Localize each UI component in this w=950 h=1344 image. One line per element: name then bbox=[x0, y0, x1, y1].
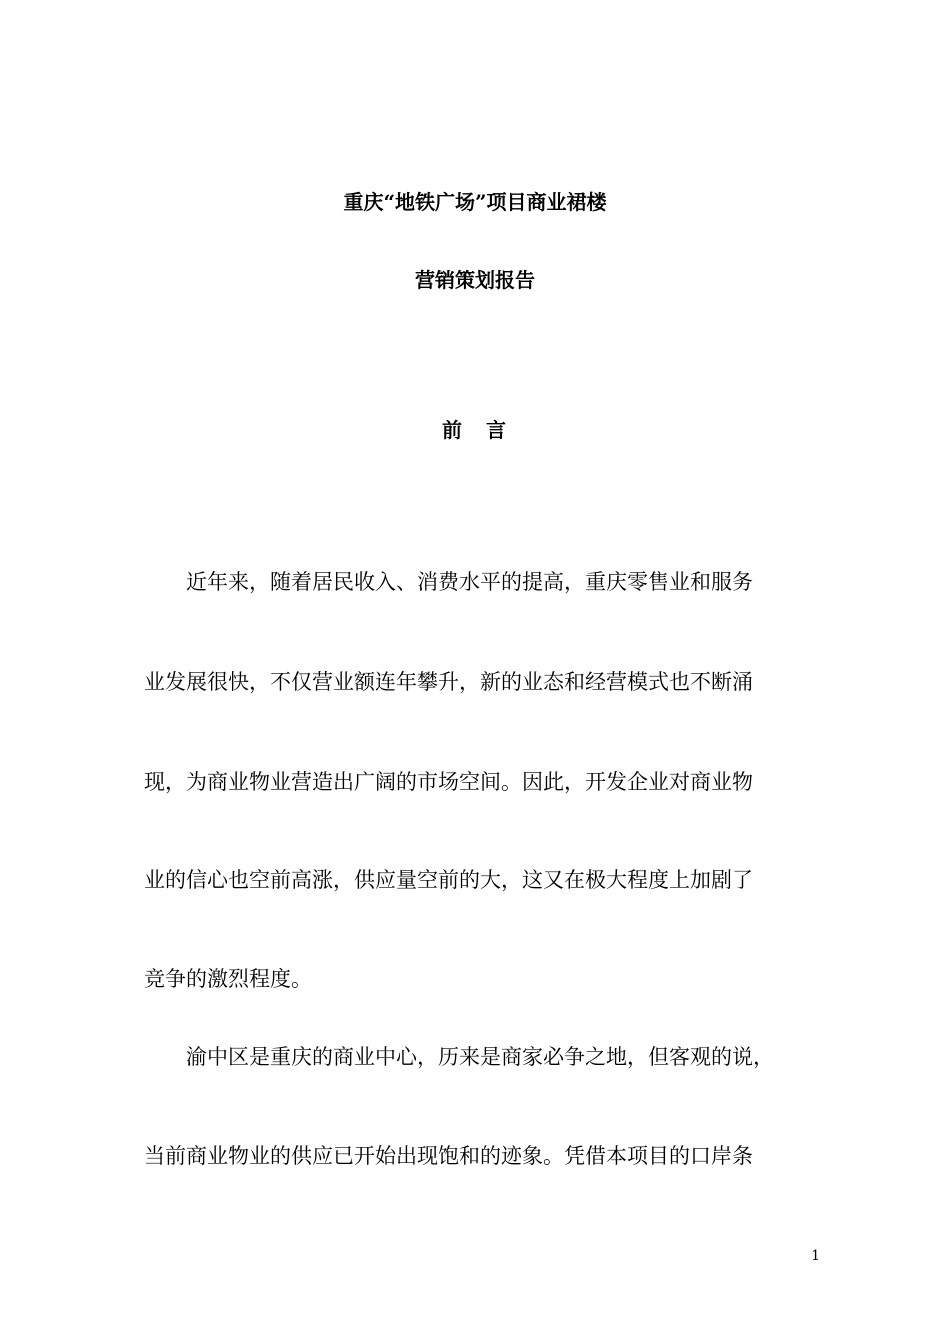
body-text-line: 竞争的激烈程度。 bbox=[144, 967, 312, 991]
body-text-line: 现，为商业物业营造出广阔的市场空间。因此，开发企业对商业物 bbox=[144, 770, 753, 794]
body-text-line: 近年来，随着居民收入、消费水平的提高，重庆零售业和服务 bbox=[144, 570, 753, 594]
body-text-line: 渝中区是重庆的商业中心，历来是商家必争之地，但客观的说， bbox=[144, 1045, 774, 1069]
body-text-line: 业的信心也空前高涨，供应量空前的大，这又在极大程度上加剧了 bbox=[144, 868, 753, 892]
body-text-line: 当前商业物业的供应已开始出现饱和的迹象。凭借本项目的口岸条 bbox=[144, 1144, 753, 1168]
document-title-line-1: 重庆“地铁广场”项目商业裙楼 bbox=[343, 190, 607, 214]
page-number: 1 bbox=[811, 1248, 820, 1264]
section-heading: 前 言 bbox=[442, 418, 508, 442]
document-title-line-2: 营销策划报告 bbox=[415, 268, 535, 292]
body-text-line: 业发展很快，不仅营业额连年攀升，新的业态和经营模式也不断涌 bbox=[144, 670, 753, 694]
